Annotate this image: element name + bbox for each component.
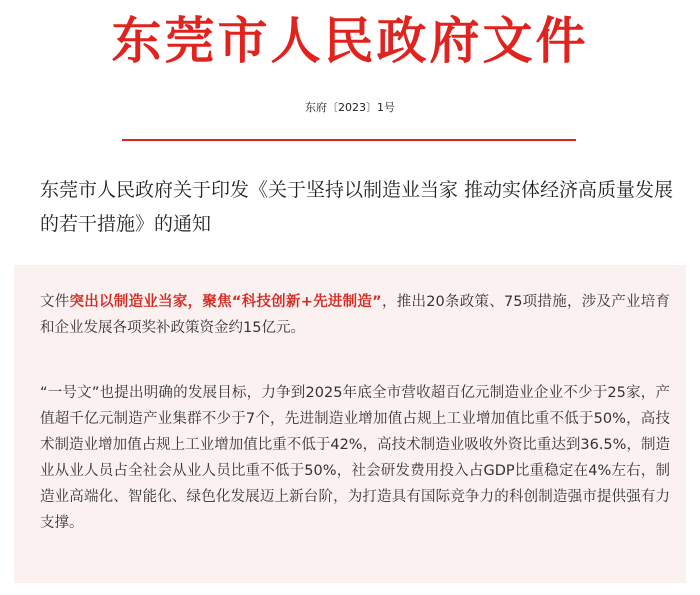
document-header-title: 东莞市人民政府文件 <box>111 11 589 70</box>
paragraph-1-suffix: ，推出20条政策、75项措施，涉及产业培育和企业发展各项奖补政策资金约15亿元。 <box>40 294 671 336</box>
red-divider-line <box>122 139 576 141</box>
notice-title: 东莞市人民政府关于印发《关于坚持以制造业当家 推动实体经济高质量发展的若干措施》的通知 <box>40 178 674 235</box>
paragraph-1-prefix: 文件 <box>40 294 70 310</box>
summary-box <box>14 265 686 583</box>
paragraph-1-highlight: 突出以制造业当家，聚焦“科技创新+先进制造” <box>69 294 382 310</box>
summary-paragraph-1 <box>40 289 670 341</box>
summary-paragraph-2: “一号文”也提出明确的发展目标，力争到2025年底全市营收超百亿元制造业企业不少于25家，产值超千亿元制造产业集群不少于7个，先进制造业增加值占规上工业增加值比重不低于50%，高技术制造业增加值占规上工业增加值比重不低于42%，高技术制造业吸收外资比重达到36.5%，制造业从业人员占全社会从业人员比重不低于50%，社会研发费用投入占GDP比重稳定在4%左右，制造业高端化、智能化、绿色化发展迈上新台阶，为打造具有国际竞争力的科创制造强市提供强有力支撑。 <box>40 385 670 531</box>
document-number: 东府〔2023〕1号 <box>305 101 395 114</box>
